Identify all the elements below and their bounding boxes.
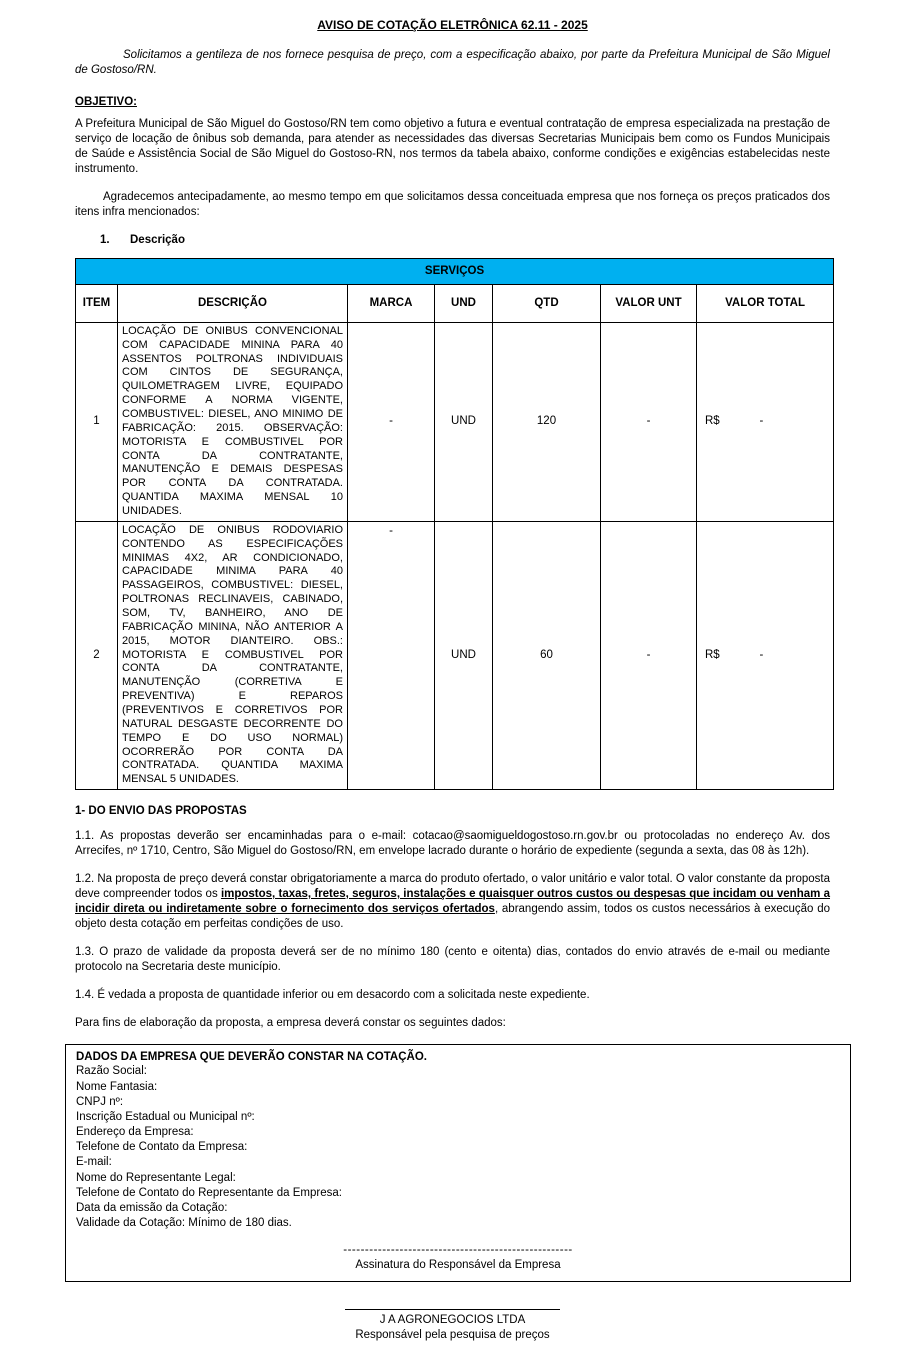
cell-qtd-1: 120 bbox=[493, 322, 601, 521]
objetivo-paragraph-2: Agradecemos antecipadamente, ao mesmo tempo em que solicitamos dessa conceituada empresa que nos forneça os preços praticados dos itens infra mencionados: bbox=[75, 191, 830, 219]
paragraph-1-2-prefix: 1.2. Na proposta de preço deverá constar obrigatoriamente a marca do produto ofertado, o valor unitário e valor total. O valor constante da proposta deve compreender todos os bbox=[75, 873, 830, 900]
field-endereco: Endereço da Empresa: bbox=[76, 1126, 194, 1139]
descricao-section-number: 1. bbox=[100, 234, 110, 247]
signature-label: Assinatura do Responsável da Empresa bbox=[355, 1259, 561, 1272]
cell-und-2: UND bbox=[435, 521, 493, 789]
valor-total-value: - bbox=[759, 415, 764, 428]
col-header-qtd: QTD bbox=[493, 284, 601, 322]
descricao-section-heading bbox=[75, 233, 830, 248]
paragraph-1-3: 1.3. O prazo de validade da proposta deverá ser de no mínimo 180 (cento e oitenta) dias, contados do envio através de e-mail ou mediante protocolo na Secretaria deste município. bbox=[75, 945, 830, 973]
paragraph-1-2-emphasis: impostos, taxas, fretes, seguros, instalações e quaisquer outros custos ou despesas que incidam ou venham a incidir direta ou indiretamente sobre o fornecimento dos serviços ofertados bbox=[75, 887, 830, 915]
company-data-box bbox=[65, 1044, 851, 1283]
signature-dashed-line: ----------------------------------------------------- bbox=[343, 1244, 573, 1257]
company-signature-area bbox=[76, 1243, 840, 1273]
table-row bbox=[76, 521, 834, 789]
cell-descricao-1: LOCAÇÃO DE ONIBUS CONVENCIONAL COM CAPACIDADE MININA PARA 40 ASSENTOS POLTRONAS INDIVIDUAIS COM CINTOS DE SEGURANÇA, QUILOMETRAGEM LIVRE, EQUIPADO CONFORME A NORMA VIGENTE, COMBUSTIVEL: DIESEL, ANO MINIMO DE FABRICAÇÃO: 2015. OBSERVAÇÃO: MOTORISTA E COMBUSTIVEL POR CONTA DA CONTRATANTE, MANUTENÇÃO E DEMAIS DESPESAS POR CONTA DA CONTRATADA. QUANTIDA MAXIMA MENSAL 10 UNIDADES. bbox=[118, 322, 348, 521]
para-fins-paragraph: Para fins de elaboração da proposta, a empresa deverá constar os seguintes dados: bbox=[75, 1016, 506, 1029]
descricao-section-label: Descrição bbox=[130, 234, 185, 247]
signature-line bbox=[345, 1302, 560, 1310]
col-header-und: UND bbox=[435, 284, 493, 322]
price-research-signature bbox=[75, 1302, 830, 1343]
table-band-title: SERVIÇOS bbox=[76, 258, 834, 284]
cell-item-2: 2 bbox=[76, 521, 118, 789]
objetivo-heading: OBJETIVO: bbox=[75, 96, 137, 109]
col-header-item: ITEM bbox=[76, 284, 118, 322]
objetivo-paragraph-1: A Prefeitura Municipal de São Miguel do Gostoso/RN tem como objetivo a futura e eventual contratação de empresa especializada na prestação de serviço de locação de ônibus sob demanda, para atender as necessidades das diversas Secretarias Municipais bem como os Fundos Municipais de Saúde e Assistência Social de São Miguel do Gostoso-RN, nos termos da tabela abaixo, conforme condições e exigências estabelecidas neste instrumento. bbox=[75, 118, 830, 176]
document-title: AVISO DE COTAÇÃO ELETRÔNICA 62.11 - 2025 bbox=[317, 18, 588, 32]
field-telefone-representante: Telefone de Contato do Representante da Empresa: bbox=[76, 1186, 342, 1199]
paragraph-1-2-suffix: , abrangendo assim, todos os custos necessários à execução do objeto desta cotação em perfeitas condições de uso. bbox=[75, 902, 830, 930]
paragraph-1-4: 1.4. É vedada a proposta de quantidade inferior ou em desacordo com a solicitada neste expediente. bbox=[75, 988, 590, 1001]
envio-heading: 1- DO ENVIO DAS PROPOSTAS bbox=[75, 805, 247, 818]
field-cnpj: CNPJ nº: bbox=[76, 1095, 124, 1108]
cell-descricao-2: LOCAÇÃO DE ONIBUS RODOVIARIO CONTENDO AS ESPECIFICAÇÕES MINIMAS 4X2, AR CONDICIONADO, CAPACIDADE MINIMA PARA 40 PASSAGEIROS, COMBUSTIVEL: DIESEL, POLTRONAS RECLINAVEIS, CABINADO, SOM, TV, BANHEIRO, ANO DE FABRICAÇÃO MININA, NÃO ANTERIOR A 2015, MOTOR DIANTEIRO. OBS.: MOTORISTA E COMBUSTIVEL POR CONTA DA CONTRATANTE, MANUTENÇÃO (CORRETIVA E PREVENTIVA) E REPAROS (PREVENTIVOS E CORRETIVOS POR NATURAL DESGASTE DECORRENTE DO TEMPO E DO USO NORMAL) OCORRERÃO POR CONTA DA CONTRATADA. QUANTIDA MAXIMA MENSAL 5 UNIDADES. bbox=[118, 521, 348, 789]
cell-item-1: 1 bbox=[76, 322, 118, 521]
cell-marca-2: - bbox=[348, 521, 435, 789]
company-box-heading: DADOS DA EMPRESA QUE DEVERÃO CONSTAR NA COTAÇÃO. bbox=[76, 1050, 427, 1063]
field-nome-fantasia: Nome Fantasia: bbox=[76, 1080, 158, 1093]
table-row bbox=[76, 322, 834, 521]
col-header-marca: MARCA bbox=[348, 284, 435, 322]
intro-paragraph: Solicitamos a gentileza de nos fornece pesquisa de preço, com a especificação abaixo, por parte da Prefeitura Municipal de São Miguel de Gostoso/RN. bbox=[75, 48, 830, 76]
table-band-row bbox=[76, 258, 834, 284]
company-role: Responsável pela pesquisa de preços bbox=[355, 1329, 550, 1342]
col-header-valor-total: VALOR TOTAL bbox=[697, 284, 834, 322]
field-data-emissao: Data da emissão da Cotação: bbox=[76, 1202, 228, 1214]
cell-valor-total-1 bbox=[697, 322, 834, 521]
cell-valor-unt-1: - bbox=[601, 322, 697, 521]
field-inscricao: Inscrição Estadual ou Municipal nº: bbox=[76, 1110, 255, 1123]
field-representante: Nome do Representante Legal: bbox=[76, 1171, 236, 1184]
field-telefone-empresa: Telefone de Contato da Empresa: bbox=[76, 1141, 248, 1154]
currency-symbol: R$ bbox=[705, 415, 720, 428]
field-validade: Validade da Cotação: Mínimo de 180 dias. bbox=[76, 1217, 292, 1230]
col-header-descricao: DESCRIÇÃO bbox=[118, 284, 348, 322]
cell-marca-1: - bbox=[348, 322, 435, 521]
valor-total-value: - bbox=[759, 649, 764, 662]
field-email: E-mail: bbox=[76, 1156, 112, 1169]
field-razao-social: Razão Social: bbox=[76, 1065, 147, 1078]
cell-und-1: UND bbox=[435, 322, 493, 521]
currency-symbol: R$ bbox=[705, 649, 720, 662]
company-name: J A AGRONEGOCIOS LTDA bbox=[379, 1314, 526, 1327]
table-header-row bbox=[76, 284, 834, 322]
col-header-valor-unt: VALOR UNT bbox=[601, 284, 697, 322]
cell-valor-total-2 bbox=[697, 521, 834, 789]
cell-valor-unt-2: - bbox=[601, 521, 697, 789]
cell-qtd-2: 60 bbox=[493, 521, 601, 789]
paragraph-1-1: 1.1. As propostas deverão ser encaminhadas para o e-mail: cotacao@saomigueldogostoso.rn.gov.br ou protocoladas no endereço Av. dos Arrecifes, nº 1710, Centro, São Miguel do Gostoso/RN, em envelope lacrado durante o horário de expediente (segunda a sexta, das 08 às 12h). bbox=[75, 830, 830, 858]
services-table bbox=[75, 258, 834, 790]
paragraph-1-2 bbox=[75, 872, 830, 932]
